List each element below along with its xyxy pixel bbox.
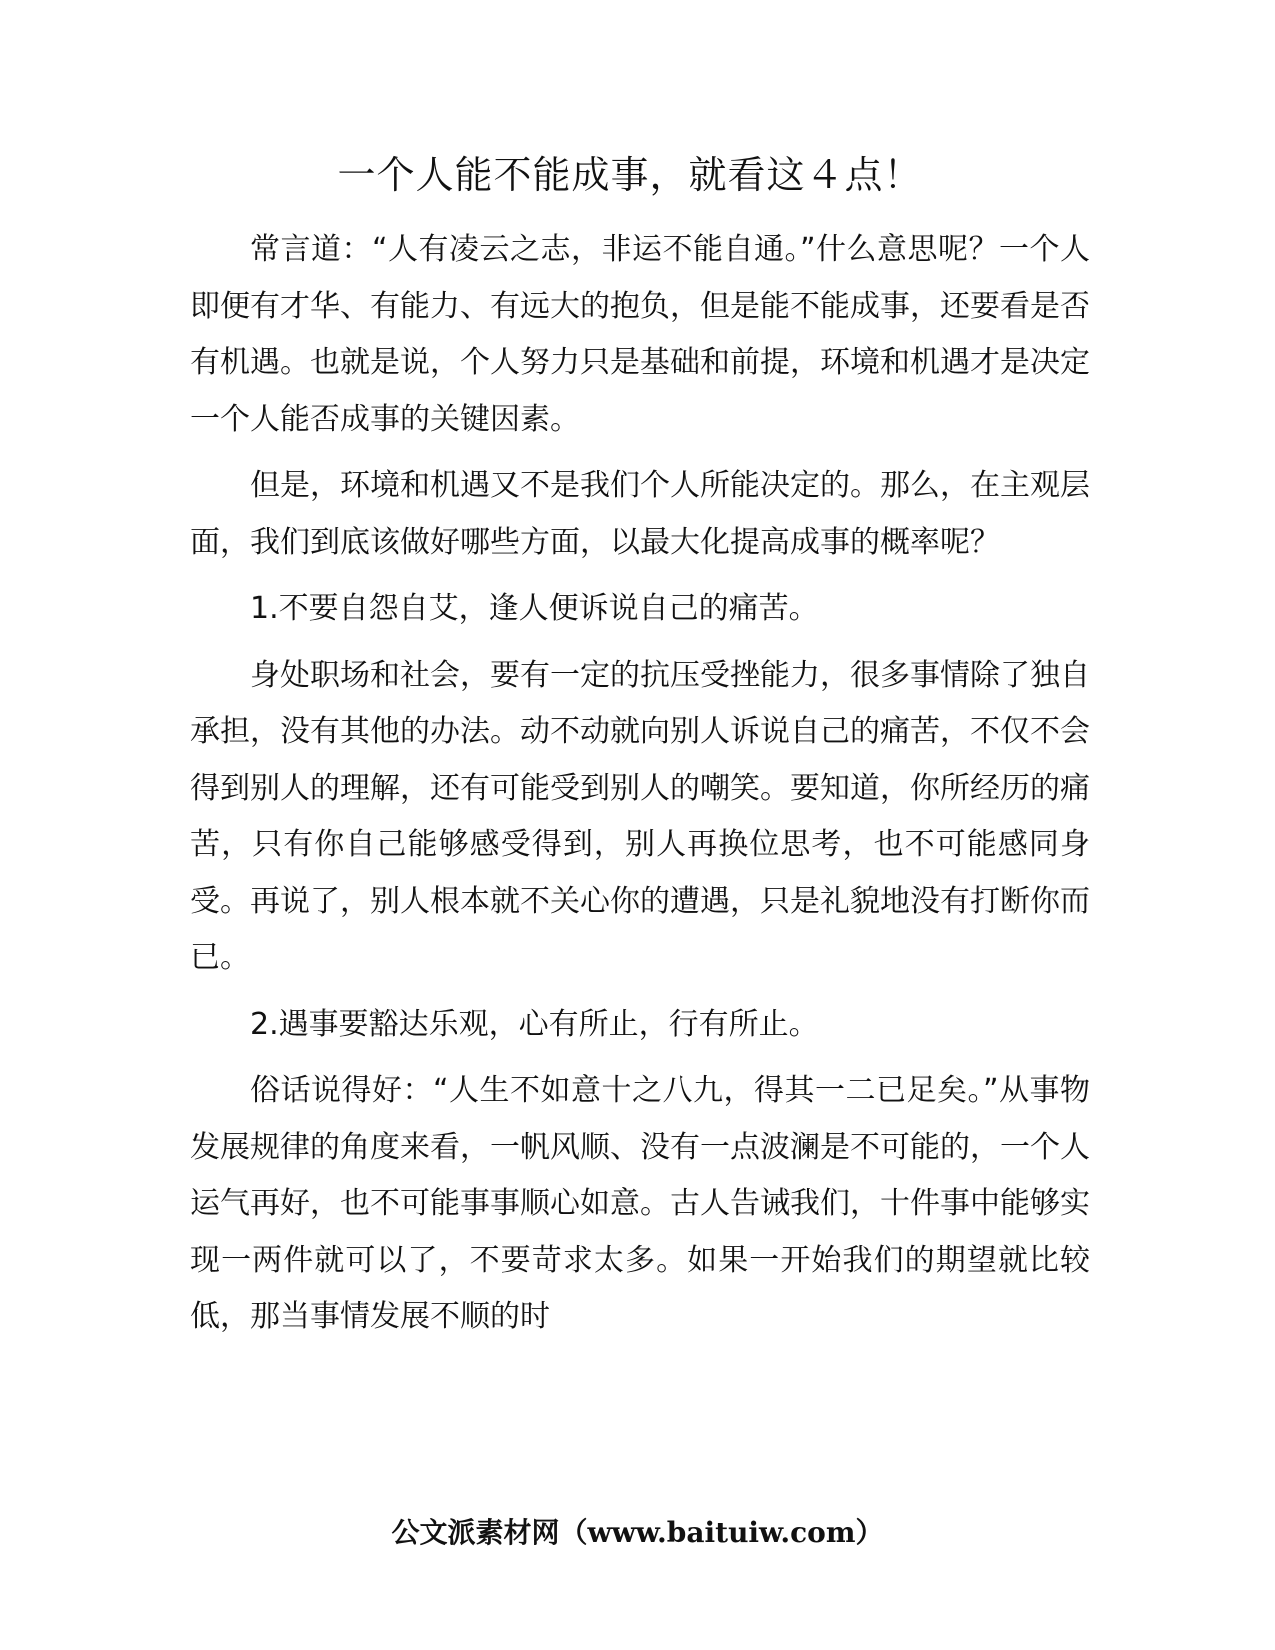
section-heading-1: 1.不要自怨自艾，逢人便诉说自己的痛苦。 — [250, 591, 819, 626]
section-heading-2: 2.遇事要豁达乐观，心有所止，行有所止。 — [250, 1006, 819, 1042]
paragraph-question: 但是，环境和机遇又不是我们个人所能决定的。那么，在主观层面，我们到底该做好哪些方面，以最大化提高成事的概率呢？ — [190, 468, 1090, 560]
page-footer-source: 公文派素材网（www.baituiw.com） — [391, 1516, 884, 1549]
paragraph-section-2: 俗话说得好：“人生不如意十之八九，得其一二已足矣。”从事物发展规律的角度来看，一帆风顺、没有一点波澜是不可能的，一个人运气再好，也不可能事事顺心如意。古人告诫我们，十件事中能够实现一两件就可以了，不要苛求太多。如果一开始我们的期望就比较低，那当事情发展不顺的时 — [190, 1073, 1090, 1334]
paragraph-section-1: 身处职场和社会，要有一定的抗压受挫能力，很多事情除了独自承担，没有其他的办法。动不动就向别人诉说自己的痛苦，不仅不会得到别人的理解，还有可能受到别人的嘲笑。要知道，你所经历的痛苦，只有你自己能够感受得到，别人再换位思考，也不可能感同身受。再说了，别人根本就不关心你的遭遇，只是礼貌地没有打断你而已。 — [190, 657, 1090, 975]
paragraph-intro: 常言道：“人有凌云之志，非运不能自通。”什么意思呢？一个人即便有才华、有能力、有远大的抱负，但是能不能成事，还要看是否有机遇。也就是说，个人努力只是基础和前提，环境和机遇才是决定一个人能否成事的关键因素。 — [190, 232, 1090, 437]
document-body — [190, 222, 1090, 1356]
document-title: 一个人能不能成事，就看这４点！ — [337, 153, 923, 197]
